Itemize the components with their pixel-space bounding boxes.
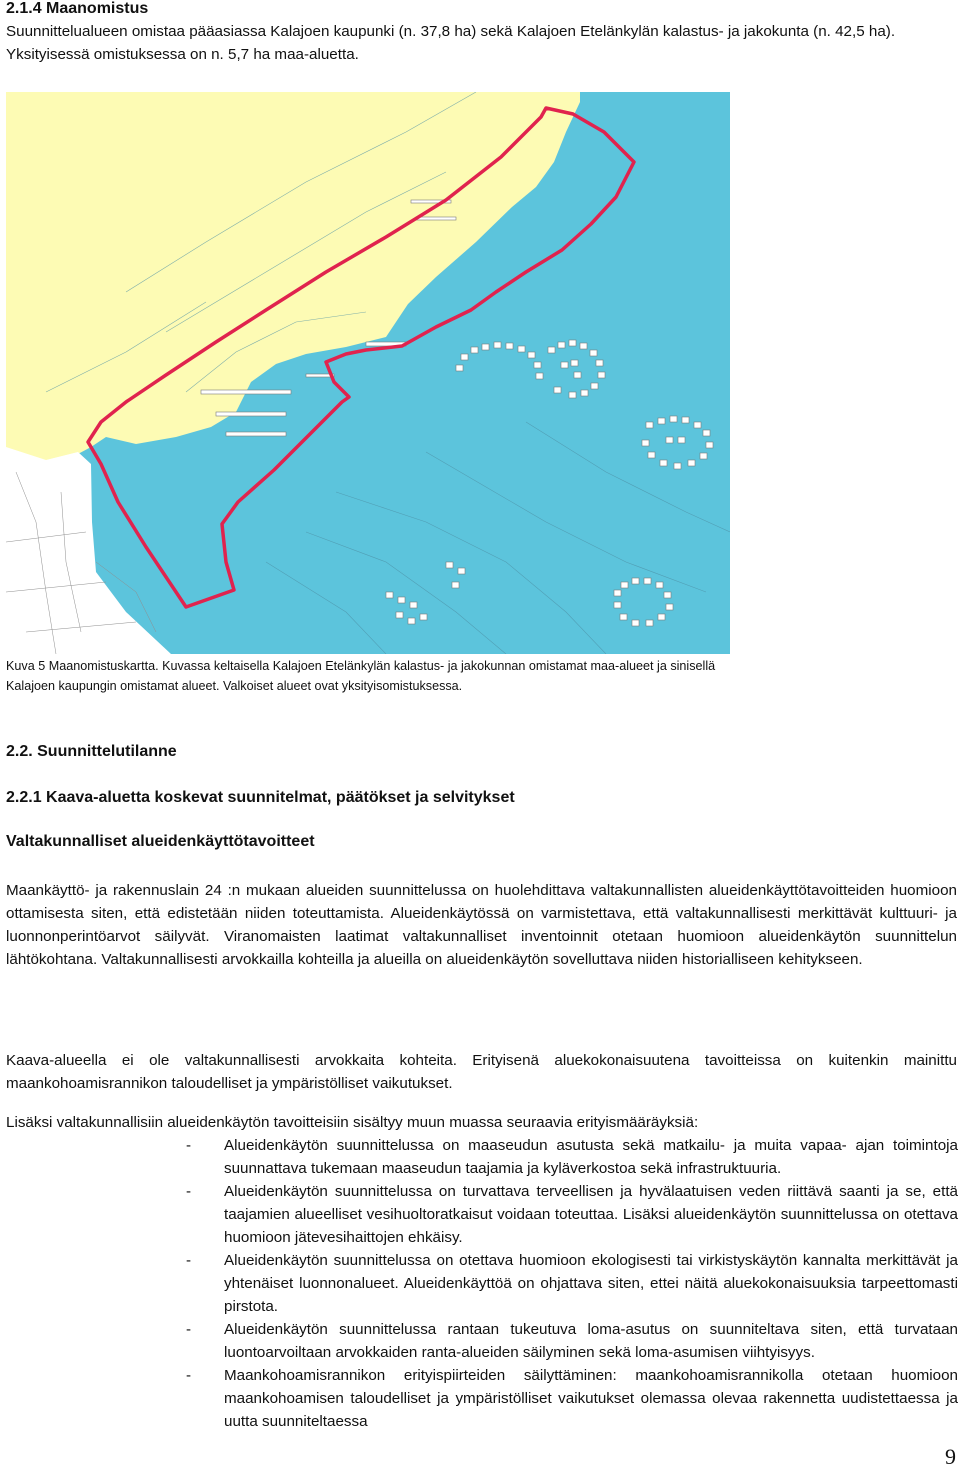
page-number: 9 xyxy=(945,1444,956,1469)
list-dash: - xyxy=(186,1183,192,1200)
list-item-text: Alueidenkäytön suunnittelussa rantaan tukeutuva loma-asutus on suunniteltava siten, että turvataan luontoarvoiltaan arvokkaiden ranta-alueiden säilyminen sekä loma-asumisen viihtyisyys. xyxy=(224,1321,958,1361)
paragraph-lisaksi: Lisäksi valtakunnallisiin alueidenkäytön tavoitteisiin sisältyy muun muassa seuraavia erityismääräyksiä: xyxy=(6,1114,699,1131)
heading-valtakunnalliset: Valtakunnalliset alueidenkäyttötavoitteet xyxy=(6,833,315,850)
list-item-text: Maankohoamisrannikon erityispiirteiden säilyttäminen: maankohoamisrannikolla otetaan huomioon maankohoamisen taloudelliset ja ympäristölliset vaikutukset olemassa olevaa rakennetta uudistettaessa ja uutta suunniteltaessa xyxy=(224,1367,958,1430)
heading-suunnittelutilanne: 2.2. Suunnittelutilanne xyxy=(6,743,177,760)
list-item-text: Alueidenkäytön suunnittelussa on maaseudun asutusta sekä matkailu- ja muita vapaa- ajan toimintoja suunnattava tukemaan maaseudun taajamia ja kyläverkostoa sekä infrastruktuuria. xyxy=(224,1137,958,1177)
list-dash: - xyxy=(186,1252,192,1269)
list-item xyxy=(186,1364,958,1433)
requirements-list xyxy=(186,1134,958,1433)
list-item xyxy=(186,1318,958,1364)
list-item-text: Alueidenkäytön suunnittelussa on turvattava terveellisen ja hyvälaatuisen veden riittävä saanti ja se, että taajamien alueelliset vesihuoltoratkaisut voidaan toteuttaa. Lisäksi alueidenkäytön suunnittelussa on otettava huomioon jätevesihaittojen ehkäisy. xyxy=(224,1183,958,1246)
list-item xyxy=(186,1249,958,1318)
section-heading: 2.1.4 Maanomistus xyxy=(6,0,149,17)
list-dash: - xyxy=(186,1137,192,1154)
paragraph-kaava-alue: Kaava-alueella ei ole valtakunnallisesti arvokkaita kohteita. Erityisenä aluekokonaisuutena tavoitteissa on kuitenkin mainittu maankohoamisrannikon taloudelliset ja ympäristölliset vaikutukset. xyxy=(6,1052,957,1092)
intro-paragraph: Suunnittelualueen omistaa pääasiassa Kalajoen kaupunki (n. 37,8 ha) sekä Kalajoen Etelänkylän kalastus- ja jakokunta (n. 42,5 ha). Yksityisessä omistuksessa on n. 5,7 ha maa-aluetta. xyxy=(6,23,896,63)
heading-kaava-aluetta: 2.2.1 Kaava-aluetta koskevat suunnitelmat, päätökset ja selvitykset xyxy=(6,789,515,806)
list-dash: - xyxy=(186,1321,192,1338)
ownership-map xyxy=(6,92,730,654)
list-item-text: Alueidenkäytön suunnittelussa on otettava huomioon ekologisesti tai virkistyskäytön kannalta merkittävät ja yhtenäiset luonnonalueet. Alueidenkäyttöä on ohjattava siten, ettei näitä aluekokonaisuuksia tarpeettomasti pirstota. xyxy=(224,1252,958,1315)
list-item xyxy=(186,1134,958,1180)
figure-caption: Kuva 5 Maanomistuskartta. Kuvassa keltaisella Kalajoen Etelänkylän kalastus- ja jakokunnan omistamat maa-alueet ja sinisellä Kalajoen kaupungin omistamat alueet. Valkoiset alueet ovat yksityisomistuksessa. xyxy=(6,659,716,693)
list-item xyxy=(186,1180,958,1249)
paragraph-mrl: Maankäyttö- ja rakennuslain 24 :n mukaan alueiden suunnittelussa on huolehdittava valtakunnallisten alueidenkäyttötavoitteiden huomioon ottamisesta siten, että edistetään niiden toteuttamista. Alueidenkäytössä on varmistettava, että valtakunnallisesti merkittävät kulttuuri- ja luonnonperintöarvot säilyvät. Viranomaisten laatimat valtakunnalliset inventoinnit otetaan huomioon alueidenkäytön suunnittelun lähtökohtana. Valtakunnallisesti arvokkailla kohteilla ja alueilla on alueidenkäytön sovelluttava niiden historialliseen kehitykseen. xyxy=(6,882,957,968)
list-dash: - xyxy=(186,1367,192,1384)
